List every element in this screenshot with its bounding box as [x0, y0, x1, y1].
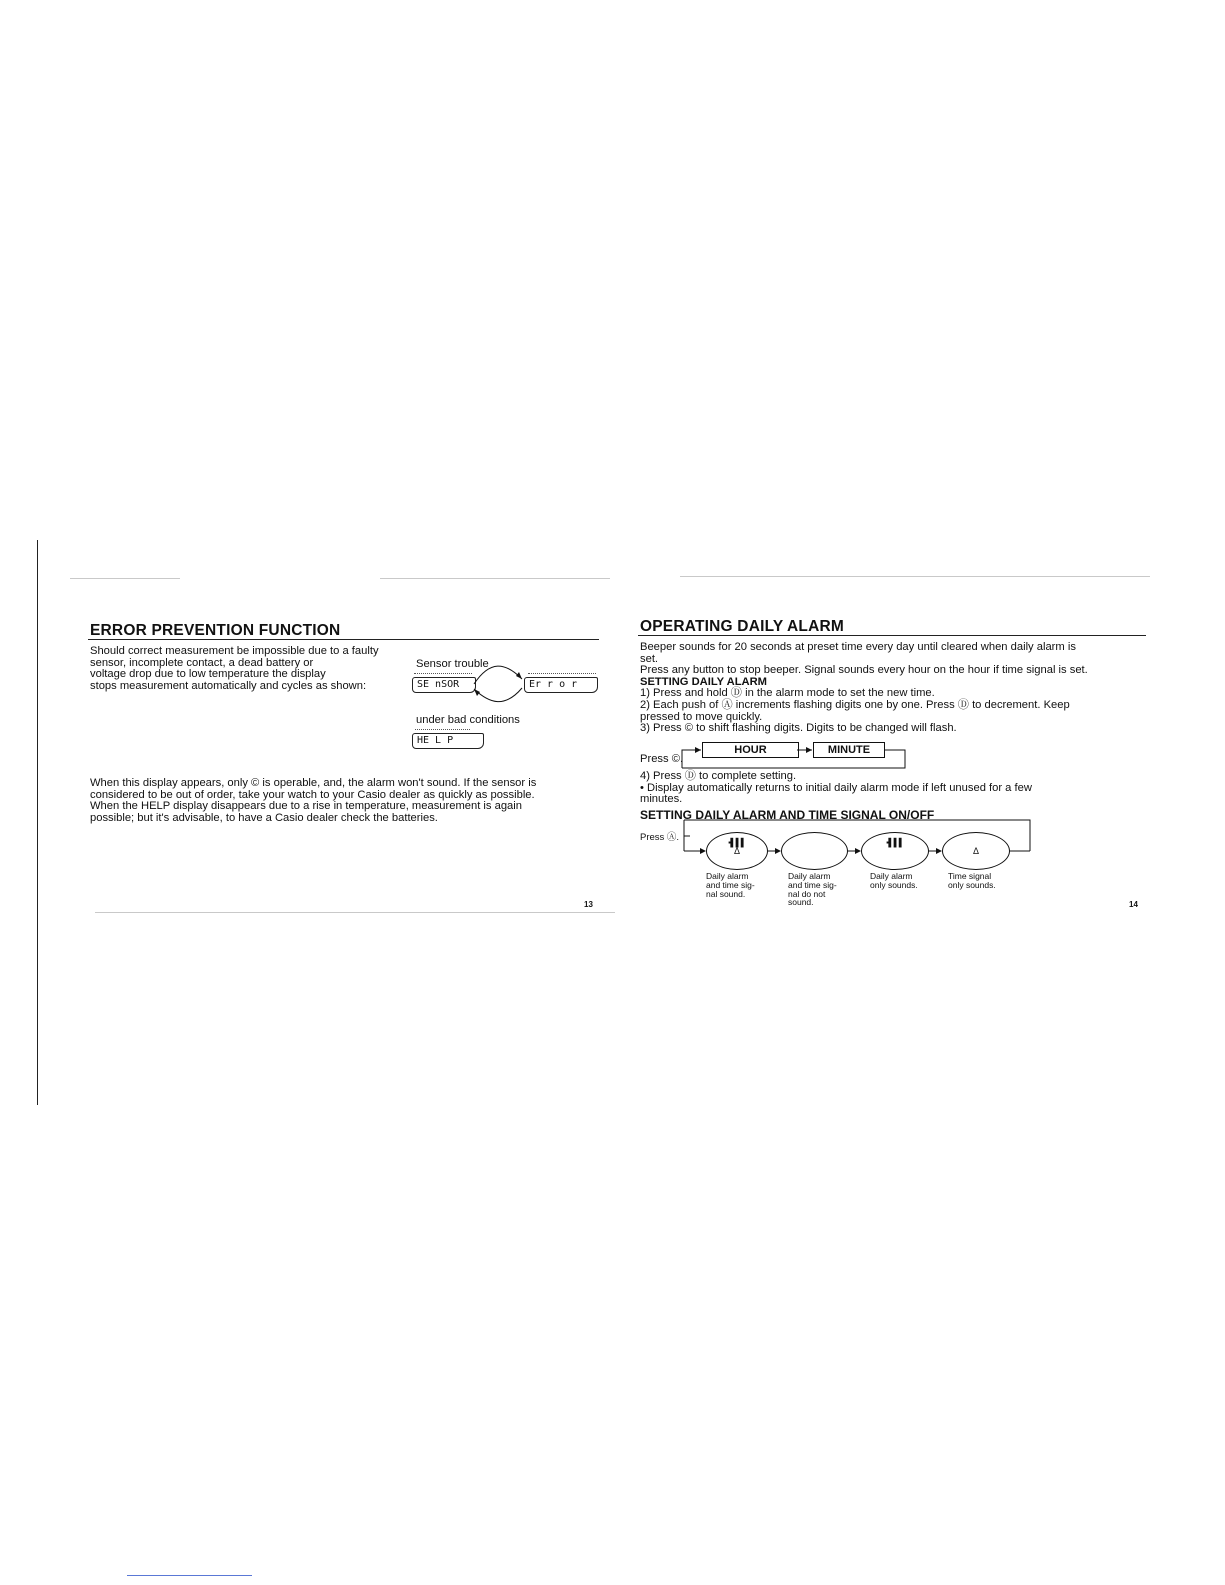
alarm-indicator-icon: ▪▌▌▌	[728, 838, 746, 847]
setting-daily-alarm-heading: SETTING DAILY ALARM	[640, 675, 768, 688]
right-intro-line-2: set.	[640, 652, 659, 665]
left-intro-line-2: sensor, incomplete contact, a dead battery or	[90, 656, 314, 669]
alarm-indicator-icon: ▪▌▌▌	[886, 838, 904, 847]
oval-alarm-only	[861, 832, 929, 870]
caption-alarm-only	[870, 872, 918, 890]
right-page-number: 14	[1129, 900, 1138, 909]
caption-line: nal do not	[788, 888, 826, 899]
oval-none	[781, 832, 848, 870]
left-intro-line-1: Should correct measurement be impossible due to a faulty	[90, 645, 379, 657]
lcd-help-display: HE L P	[412, 733, 484, 749]
caption-line: and time sig-	[706, 879, 755, 890]
left-note-line-3: When the HELP display disappears due to a rise in temperature, measurement is again	[90, 800, 522, 813]
lcd-error-display: Er r o r	[524, 677, 598, 693]
minute-box: MINUTE	[813, 742, 885, 758]
left-note-line-1: When this display appears, only © is operable, and, the alarm won't sound. If the sensor is	[90, 777, 537, 789]
caption-line: nal sound.	[706, 888, 746, 899]
caption-line: Daily alarm	[870, 871, 913, 881]
left-page-number: 13	[584, 900, 593, 909]
onoff-heading: SETTING DAILY ALARM AND TIME SIGNAL ON/OFF	[640, 808, 935, 822]
oval-alarm-and-signal	[706, 832, 768, 870]
caption-alarm-and-signal	[706, 872, 755, 898]
right-intro-line-3: Press any button to stop beeper. Signal sounds every hour on the hour if time signal is set.	[640, 664, 1088, 677]
bell-icon: Δ	[733, 846, 740, 856]
caption-line: only sounds.	[948, 879, 996, 890]
lcd-sensor-display: SE nSOR	[412, 677, 476, 693]
step-1: 1) Press and hold Ⓓ in the alarm mode to set the new time.	[640, 687, 935, 700]
bell-icon: Δ	[972, 846, 979, 856]
caption-line: and time sig-	[788, 879, 837, 890]
caption-line: Time signal	[948, 871, 992, 881]
left-intro-line-3: voltage drop due to low temperature the display	[90, 668, 326, 681]
left-note-line-2: considered to be out of order, take your watch to your Casio dealer as quickly as possible.	[90, 788, 535, 801]
caption-line: Daily alarm	[788, 871, 831, 881]
caption-signal-only	[948, 872, 996, 890]
press-a-label: Press Ⓐ.	[640, 832, 680, 843]
oval-signal-only	[942, 832, 1010, 870]
bullet-line-2: minutes.	[640, 793, 683, 806]
right-page-title: OPERATING DAILY ALARM	[640, 618, 844, 635]
caption-none	[788, 872, 837, 907]
bullet-line-1: • Display automatically returns to initial daily alarm mode if left unused for a few	[640, 781, 1032, 794]
left-intro-line-4: stops measurement automatically and cycles as shown:	[90, 679, 367, 692]
caption-line: Daily alarm	[706, 871, 749, 881]
press-c-label: Press ©.	[640, 753, 684, 765]
hour-box: HOUR	[702, 742, 799, 758]
right-intro-line-1: Beeper sounds for 20 seconds at preset time every day until cleared when daily alarm is	[640, 641, 1076, 653]
sensor-trouble-label: Sensor trouble	[416, 658, 489, 670]
left-note-line-4: possible; but it's advisable, to have a Casio dealer check the batteries.	[90, 811, 438, 824]
step-2: 2) Each push of Ⓐ increments flashing digits one by one. Press Ⓓ to decrement. Keep	[640, 698, 1070, 711]
step-2-cont: pressed to move quickly.	[640, 710, 763, 723]
step-4: 4) Press Ⓓ to complete setting.	[640, 770, 797, 782]
caption-line: sound.	[788, 897, 814, 908]
bad-conditions-label: under bad conditions	[416, 714, 520, 726]
step-3: 3) Press © to shift flashing digits. Digits to be changed will flash.	[640, 722, 957, 735]
left-page-title: ERROR PREVENTION FUNCTION	[90, 622, 341, 639]
caption-line: only sounds.	[870, 879, 918, 890]
